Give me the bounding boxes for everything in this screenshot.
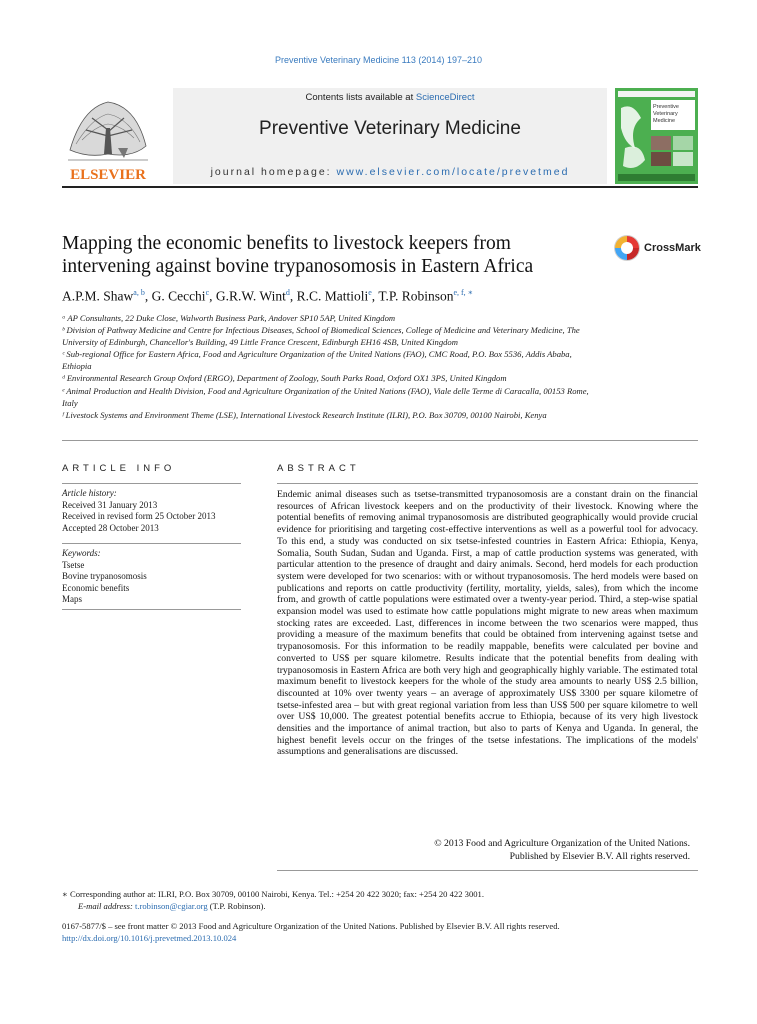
crossmark-icon — [613, 234, 641, 262]
homepage-link[interactable]: www.elsevier.com/locate/prevetmed — [336, 166, 570, 178]
sciencedirect-link[interactable]: ScienceDirect — [415, 92, 475, 103]
affiliation-item: ᶠ Livestock Systems and Environment Theme (LSE), International Livestock Research Institute (ILRI), P.O. Box 30709, 00100 Nairobi, Kenya — [62, 409, 547, 420]
svg-text:Medicine: Medicine — [653, 118, 676, 124]
author-name: T.P. Robinson — [378, 288, 454, 304]
article-title: Mapping the economic benefits to livestock keepers from intervening against bovine trypanosomosis in Eastern Africa — [62, 233, 534, 277]
author-affiliation-marker[interactable]: e, f, ∗ — [453, 288, 474, 297]
email-label: E-mail address: — [78, 901, 135, 911]
author-name: A.P.M. Shaw — [62, 288, 134, 304]
article-info-heading: ARTICLE INFO — [62, 463, 176, 474]
journal-banner — [173, 88, 607, 184]
article-history — [62, 488, 241, 534]
affiliation-list — [62, 312, 602, 421]
history-item: Received 31 January 2013 — [62, 499, 158, 510]
author-list: A.P.M. Shaw$^{a, b}$, G. Cecchi$^c$, G.R.W. Wint$^d$, R.C. Mattioli$^e$, T.P. Robinson$^{e, f, ∗}$ — [62, 288, 474, 304]
header-rule — [62, 186, 698, 188]
contents-line: Contents lists available at ScienceDirect — [305, 92, 475, 103]
corresponding-author-line: ∗ Corresponding author at: ILRI, P.O. Box 30709, 00100 Nairobi, Kenya. Tel.: +254 20 422 3020; fax: +254 20 422 3001. — [62, 889, 484, 899]
copyright-line: © 2013 Food and Agriculture Organization of the United Nations. — [434, 838, 690, 849]
copyright-notice — [277, 837, 690, 863]
front-matter-notice — [62, 920, 698, 944]
journal-citation[interactable]: Preventive Veterinary Medicine 113 (2014) 197–210 — [275, 55, 482, 65]
author-affiliation-marker[interactable]: d — [285, 288, 290, 297]
affiliation-item: ᵉ Animal Production and Health Division, Food and Agriculture Organization of the United Nations (FAO), Viale delle Terme di Caracalla, 00153 Rome, Italy — [62, 385, 589, 408]
journal-cover-thumbnail[interactable] — [615, 88, 698, 184]
keywords-label: Keywords: — [62, 548, 101, 558]
elsevier-logo[interactable] — [62, 88, 154, 184]
history-item: Received in revised form 25 October 2013 — [62, 511, 216, 521]
abstract-rule — [277, 870, 698, 871]
author-name: G. Cecchi — [151, 288, 206, 304]
issn-line: 0167-5877/$ – see front matter © 2013 Food and Agriculture Organization of the United Nations. Published by Elsevier B.V. All rights reserved. — [62, 921, 560, 931]
svg-text:Veterinary: Veterinary — [653, 111, 678, 117]
journal-title: Preventive Veterinary Medicine — [259, 118, 521, 139]
doi-link[interactable]: http://dx.doi.org/10.1016/j.prevetmed.2013.10.024 — [62, 933, 237, 943]
keyword-item: Bovine trypanosomosis — [62, 571, 147, 581]
article-history-label: Article history: — [62, 488, 117, 498]
affiliation-item: ᵈ Environmental Research Group Oxford (ERGO), Department of Zoology, South Parks Road, Oxford OX1 3PS, United Kingdom — [62, 373, 507, 384]
journal-header — [62, 88, 698, 184]
abstract-rule — [277, 483, 698, 484]
corresponding-author-footnote — [62, 888, 698, 912]
article-info-rule — [62, 483, 241, 484]
keyword-item: Economic benefits — [62, 582, 130, 593]
author-affiliation-marker[interactable]: a, b — [133, 288, 145, 297]
crossmark-button[interactable] — [613, 234, 701, 262]
keyword-item: Maps — [62, 594, 82, 604]
author-name: G.R.W. Wint — [215, 288, 286, 304]
elsevier-tree-icon — [62, 88, 154, 184]
history-item: Accepted 28 October 2013 — [62, 522, 159, 533]
author-name: R.C. Mattioli — [296, 288, 369, 304]
affiliation-item: ᵇ Division of Pathway Medicine and Centre for Infectious Diseases, School of Biomedical Sciences, College of Medicine and Veterinary Medicine, The University of Edinburgh, Chancellor's Building, 49 Little France Crescent, Edinburgh EH16 4SB, United Kingdom — [62, 325, 580, 348]
abstract-body: Endemic animal diseases such as tsetse-transmitted trypanosomosis are a constant drain on the financial resources of African livestock keepers and on the productivity of their livestock. Knowing where the potential benefits of removing animal trypanosomosis are distributed geographically would provide crucial evidence for prioritising and targeting cost-effective interventions as well as a powerful tool for advocacy. To this end, a study was conducted on six tsetse-infested countries in Eastern Africa: Ethiopia, Kenya, Somalia, South Sudan, Sudan and Uganda. First, a map of cattle production systems was generated, with particular attention to the presence of draught and dairy animals. Second, herd models for each production system were developed for two scenarios: with or without trypanosomosis. The herd models were based on publications and reports on cattle productivity (fertility, mortality, yields, sales), from which the income from, and growth of cattle populations were estimated over a twenty-year period. Third, a step-wise spatial expansion model was used to estimate how cattle populations might migrate to new areas when maximum stocking rates are exceeded. Last, differences in income between the two scenarios were mapped, thus providing a measure of the maximum benefits that could be obtained from intervening against tsetse and trypanosomosis. For this information to be readily mappable, benefits were calculated per bovine and converted to US$ per square kilometre. Results indicate that the potential benefits from dealing with trypanosomosis in Eastern Africa are both very high and geographically highly variable. The estimated total maximum benefit to livestock keepers for the whole of the study area amounts to nearly US$ 2.5 billion, discounted at 10% over twenty years – an average of approximately US$ 3300 per square kilometre of tsetse-infested area – but with great regional variation from less than US$ 500 per square kilometre to well over US$ 10,000. The greatest potential benefits accrue to Ethiopia, because of its very high livestock densities and the importance of animal traction, but also to parts of Kenya and Uganda. In general, the highest benefit levels occur on the fringes of the tsetse infestations. The implications of the models' assumptions and generalisations are discussed. — [277, 489, 698, 758]
author-affiliation-marker[interactable]: c — [205, 288, 210, 297]
author-affiliation-marker[interactable]: e — [368, 288, 372, 297]
svg-text:Preventive: Preventive — [653, 104, 679, 110]
crossmark-label: CrossMark — [644, 242, 701, 254]
svg-text:ELSEVIER: ELSEVIER — [70, 167, 146, 183]
section-divider — [62, 440, 698, 441]
keyword-item: Tsetse — [62, 559, 85, 570]
email-link[interactable]: t.robinson@cgiar.org — [134, 901, 208, 911]
keywords — [62, 548, 241, 606]
article-info-rule — [62, 609, 241, 610]
email-line: E-mail address: t.robinson@cgiar.org (T.P. Robinson). — [78, 901, 266, 911]
copyright-line: Published by Elsevier B.V. All rights reserved. — [509, 851, 690, 862]
journal-cover-image — [615, 88, 698, 184]
abstract-heading: ABSTRACT — [277, 463, 360, 474]
article-info-rule — [62, 543, 241, 544]
affiliation-item: ᶜ Sub-regional Office for Eastern Africa, Food and Agriculture Organization of the United Nations (FAO), CMC Road, P.O. Box 5536, Addis Ababa, Ethiopia — [62, 349, 572, 372]
affiliation-item: ᵃ AP Consultants, 22 Duke Close, Walworth Business Park, Andover SP10 5AP, United Kingdom — [62, 313, 396, 323]
journal-homepage-line: journal homepage: www.elsevier.com/locate/prevetmed — [210, 166, 570, 178]
